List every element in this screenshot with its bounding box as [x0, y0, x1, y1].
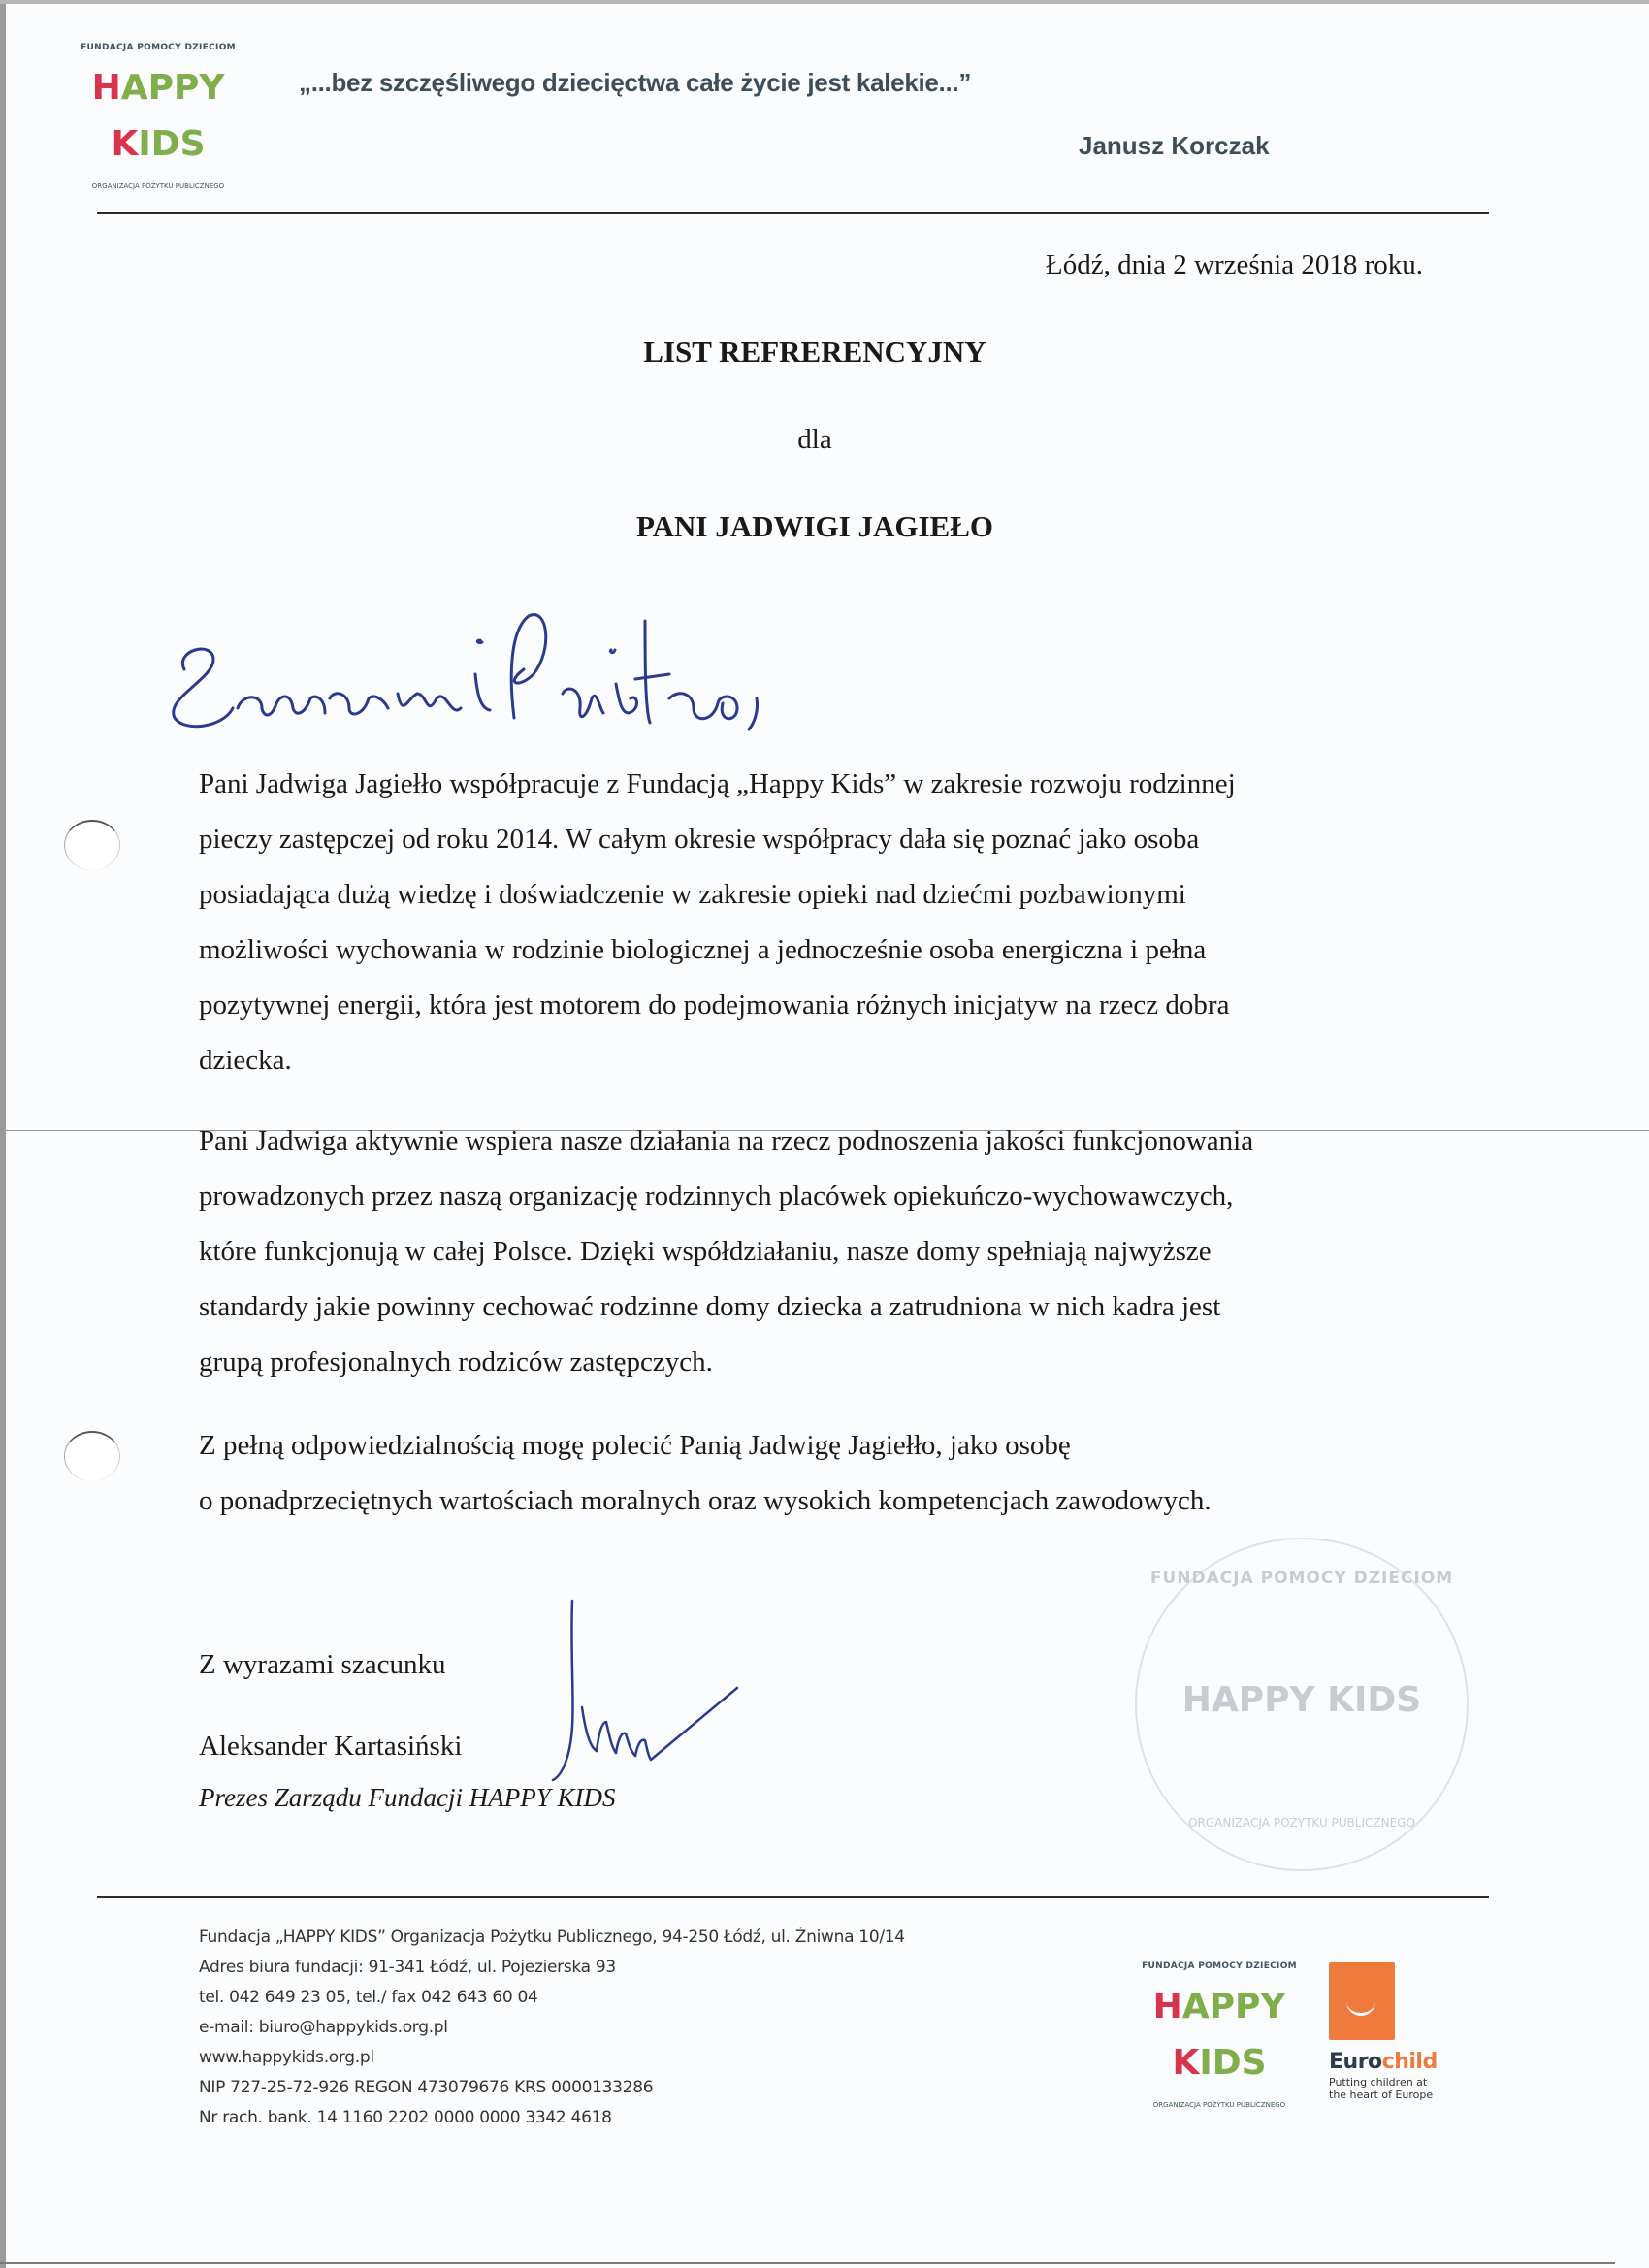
eurochild-smile-icon — [1329, 1962, 1395, 2040]
happy-kids-logo — [76, 39, 241, 204]
handwritten-greeting — [155, 601, 951, 747]
text-line: grupą profesjonalnych rodziców zastępczych. — [199, 1346, 713, 1377]
text-line: Pani Jadwiga Jagiełło współpracuje z Fundacją „Happy Kids” w zakresie rozwoju rodzinnej — [199, 768, 1236, 799]
signatory-name: Aleksander Kartasiński — [199, 1731, 463, 1762]
text-line: Z pełną odpowiedzialnością mogę polecić Panią Jadwigę Jagiełło, jako osobę — [199, 1430, 1071, 1461]
eurochild-tagline-line: the heart of Europe — [1329, 2089, 1434, 2101]
handwritten-signature — [543, 1591, 815, 1785]
body-paragraph-3 — [199, 1418, 1423, 1529]
logo-ring-top: FUNDACJA POMOCY DZIECIOM — [81, 43, 236, 52]
eurochild-logo — [1329, 1962, 1474, 2101]
handwriting-stroke — [155, 601, 951, 747]
eurochild-name-euro: Euro — [1329, 2050, 1382, 2074]
logo-ring-top: FUNDACJA POMOCY DZIECIOM — [1142, 1961, 1297, 1971]
text-line: dziecka. — [199, 1045, 292, 1076]
text-line: standardy jakie powinny cechować rodzinne domy dziecka a zatrudniona w nich kadra jest — [199, 1291, 1221, 1322]
signatory-role: Prezes Zarządu Fundacji HAPPY KIDS — [199, 1783, 616, 1812]
seal-ring-top: FUNDACJA POMOCY DZIECIOM — [1149, 1569, 1454, 1588]
embossed-seal — [1135, 1538, 1469, 1871]
footer-email: e-mail: biuro@happykids.org.pl — [199, 2018, 448, 2037]
body-paragraph-2 — [199, 1114, 1423, 1390]
letter-date: Łódź, dnia 2 września 2018 roku. — [1046, 249, 1423, 280]
footer-divider — [97, 1896, 1489, 1898]
text-line: które funkcjonują w całej Polsce. Dzięki współdziałaniu, nasze domy spełniają najwyższe — [199, 1236, 1212, 1267]
logo-kids: KIDS — [111, 124, 206, 164]
eurochild-name-child: child — [1381, 2050, 1438, 2074]
seal-ring-bottom: ORGANIZACJA POŻYTKU PUBLICZNEGO — [1188, 1816, 1415, 1830]
seal-center: HAPPY KIDS — [1181, 1680, 1422, 1720]
footer-office-address: Adres biura fundacji: 91-341 Łódź, ul. Pojezierska 93 — [199, 1958, 616, 1977]
body-paragraph-1 — [199, 757, 1423, 1088]
punch-hole — [64, 1431, 120, 1481]
logo-kids: KIDS — [1172, 2043, 1267, 2083]
logo-ring-bottom: ORGANIZACJA POŻYTKU PUBLICZNEGO — [91, 182, 225, 190]
footer-website: www.happykids.org.pl — [199, 2048, 374, 2067]
scan-edge — [0, 0, 1649, 4]
footer-phone: tel. 042 649 23 05, tel./ fax 042 643 60 04 — [199, 1988, 538, 2007]
eurochild-tagline — [1329, 2076, 1474, 2101]
text-line: o ponadprzeciętnych wartościach moralnych oraz wysokich kompetencjach zawodowych. — [199, 1485, 1212, 1516]
punch-hole — [64, 820, 120, 870]
eurochild-tagline-line: Putting children at — [1329, 2076, 1428, 2089]
footer-registry: NIP 727-25-72-926 REGON 473079676 KRS 0000133286 — [199, 2078, 654, 2097]
for-label: dla — [797, 424, 832, 455]
quote-author: Janusz Korczak — [1079, 131, 1270, 160]
text-line: prowadzonych przez naszą organizację rodzinnych placówek opiekuńczo-wychowawczych, — [199, 1181, 1234, 1212]
text-line: pozytywnej energii, która jest motorem do podejmowania różnych inicjatyw na rzecz dobra — [199, 989, 1230, 1021]
footer-address: Fundacja „HAPPY KIDS” Organizacja Pożytku Publicznego, 94-250 Łódź, ul. Żniwna 10/14 — [199, 1928, 905, 1947]
closing-phrase: Z wyrazami szacunku — [199, 1649, 446, 1680]
text-line: możliwości wychowania w rodzinie biologicznej a jednocześnie osoba energiczna i pełna — [199, 934, 1207, 965]
recipient-name: PANI JADWIGI JAGIEŁO — [635, 509, 994, 543]
letter-title: LIST REFRERENCYJNY — [643, 335, 986, 369]
text-line: Pani Jadwiga aktywnie wspiera nasze działania na rzecz podnoszenia jakości funkcjonowania — [199, 1125, 1254, 1156]
text-line: posiadająca dużą wiedzę i doświadczenie w zakresie opieki nad dziećmi pozbawionymi — [199, 879, 1186, 910]
header-divider — [97, 212, 1489, 214]
footer-bank-account: Nr rach. bank. 14 1160 2202 0000 0000 3342 4618 — [199, 2108, 612, 2127]
text-line: pieczy zastępczej od roku 2014. W całym okresie współpracy dała się poznać jako osoba — [199, 824, 1200, 855]
logo-happy: HAPPY — [1152, 1987, 1286, 2026]
header-quote: „...bez szczęśliwego dziecięctwa całe życie jest kalekie...” — [299, 68, 972, 97]
scan-edge — [0, 2262, 1615, 2264]
eurochild-name — [1329, 2050, 1474, 2074]
happy-kids-footer-logo — [1137, 1958, 1302, 2122]
footer-contact — [199, 1923, 905, 2133]
logo-ring-bottom: ORGANIZACJA POŻYTKU PUBLICZNEGO — [1152, 2101, 1286, 2109]
logo-happy: HAPPY — [91, 68, 225, 108]
